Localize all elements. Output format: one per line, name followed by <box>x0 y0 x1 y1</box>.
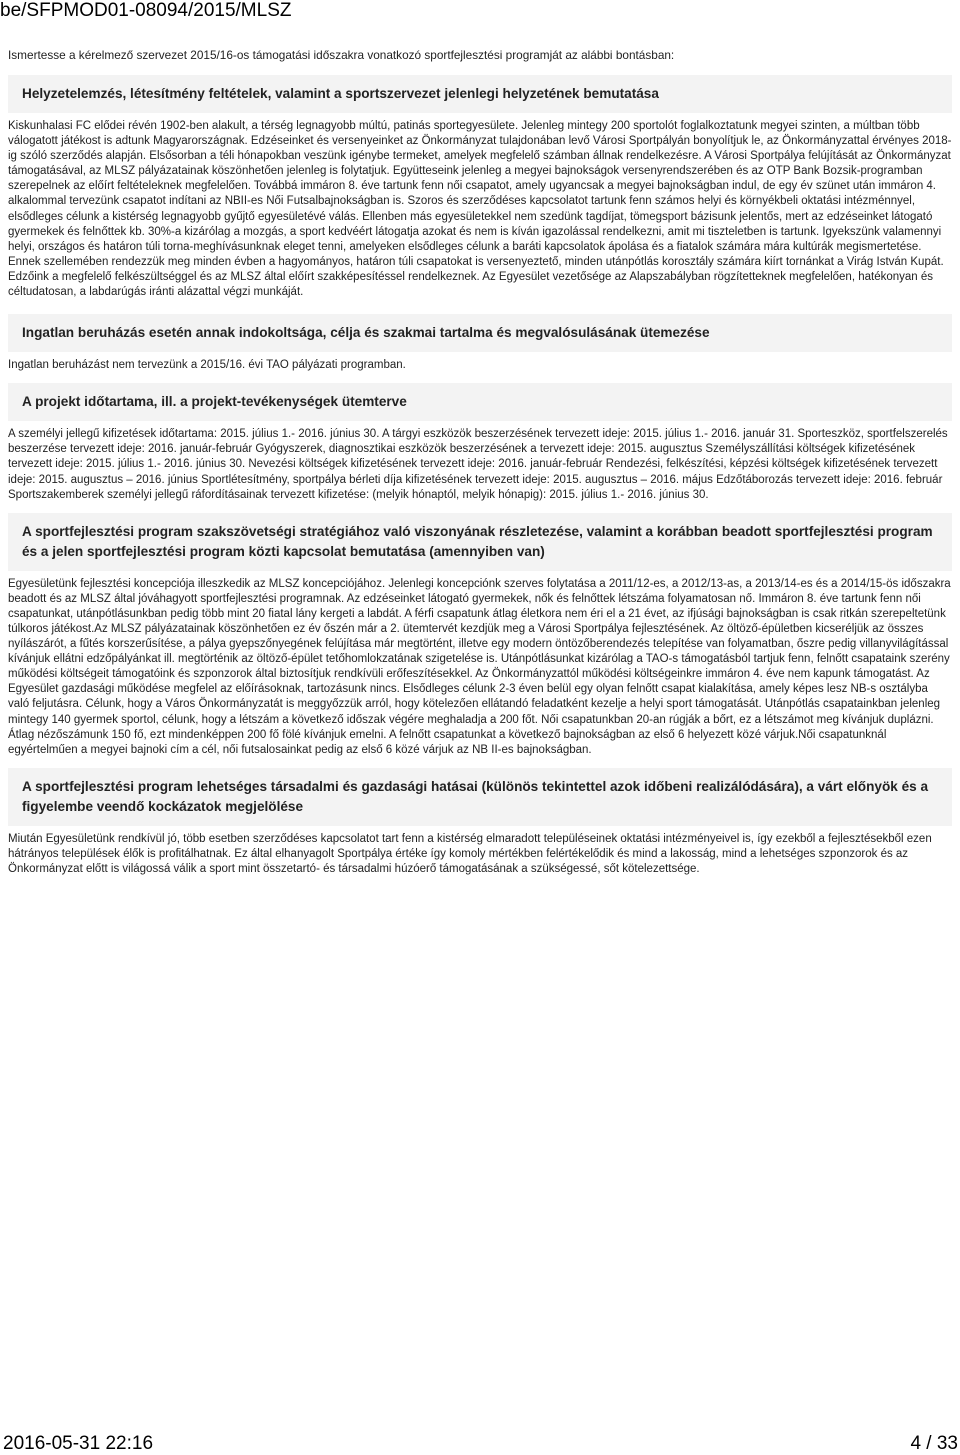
intro-text: Ismertesse a kérelmező szervezet 2015/16-os támogatási időszakra vonatkozó sportfejlesztési programját az alábbi bontásban: <box>8 48 675 62</box>
footer-timestamp: 2016-05-31 22:16 <box>3 1433 154 1454</box>
section-heading-federation-strategy: A sportfejlesztési program szakszövetségi stratégiához való viszonyának részletezése, valamint a korábban beadott sportfejlesztési program és a jelen sportfejlesztési program közti kapcsolat bemutatása (amennyiben van) <box>8 513 952 571</box>
document-id-header: be/SFPMOD01-08094/2015/MLSZ <box>0 0 292 21</box>
section-heading-social-economic-impact: A sportfejlesztési program lehetséges társadalmi és gazdasági hatásai (különös tekintettel azok időbeni realizálódására), a várt előnyök és a figyelembe veendő kockázatok megjelölése <box>8 768 952 826</box>
section-heading-situation-analysis: Helyzetelemzés, létesítmény feltételek, valamint a sportszervezet jelenlegi helyzetének bemutatása <box>8 75 952 113</box>
section-heading-real-estate-investment: Ingatlan beruházás esetén annak indokoltsága, célja és szakmai tartalma és megvalósulásának ütemezése <box>8 314 952 352</box>
section-body-federation-strategy: Egyesületünk fejlesztési koncepciója illeszkedik az MLSZ koncepciójához. Jelenlegi koncepciónk szerves folytatása a 2011/12-es, a 2012/13-as, a 2013/14-es és a 2014/15-ös időszakra beadott és az MLSZ által jóváhagyott sportfejlesztési programnak. Az edzéseinket látogató gyermekek, nők és felnőttek létszáma folyamatosan nő. Immáron 8. éve tartunk fenn női csapatunkat, utánpótlásunkban pedig több mint 20 fiatal lány kergeti a labdát. A férfi csapatunk átlag életkora nem éri el a 21 évet, az ifjúsági bajnokságban is csak ritkán szerepeltetünk túlkoros játékost.Az MLSZ pályázatainak köszönhetően ez év őszén már a 2. ütemtervét kezdjük meg a Városi Sportpálya fejlesztésének. Az öltöző-épületben kicseréljük az összes nyílászárót, a fűtés korszerűsítése, a pálya gyepszőnyegének felújítása már megtörtént, illetve egy modern öntözőberendezés telepítése van folyamatban, őszre pedig villanyvilágítással kívánjuk ellátni edzőpályánkat ill. megtörténik az öltöző-épület tetőhomlokzatának szigetelése is. Utánpótlásunkat kizárólag a TAO-s támogatásból tartjuk fenn, felnőtt csapataink szerény működési költségeit támogatóink és szponzorok által biztosítjuk rendkívüli erőfeszítésekkel. Az Önkormányzattól működési költségeinkre immáron 4. éve nem kapunk támogatást. Az Egyesület gazdasági működése megfelel az előírásoknak, tartozásunk nincs. Elsődleges célunk 2-3 éven belül egy olyan felnőtt csapat kialakítása, amely képes lesz NB-s osztályba való feljutásra. Célunk, hogy a Város Önkormányzatát is meggyőzzük arról, hogy kötelezően ellátandó feladatként kezelje a helyi sport támogatását. Utánpótlás csapatainkban jelenleg mintegy 140 gyermek sportol, célunk, hogy a létszám a következő időszak végére meghaladja a 200 főt. Női csapatunkban 20-an rúgják a bőrt, ez a létszámot meg kívánjuk duplázni. Átlag nézőszámunk 150 fő, ezt mindenképpen 200 fő fölé kívánjuk emelni. A felnőtt csapatunkat a következő bajnokságban az első 6 helyezett közé várjuk.Női csapatunknál egyértelműen a megyei bajnoki cím a cél, női futsalosainkat pedig az első 6 közé várjuk az NB II-es bajnokságban. <box>8 577 951 756</box>
section-body-social-economic-impact: Miután Egyesületünk rendkívül jó, több esetben szerződéses kapcsolatot tart fenn a kistérség elmaradott településeinek oktatási intézményeivel is, így ezekből a fejlesztésekből ezen hátrányos települések élők is profitálhatnak. Ez által elhanyagolt Sportpálya értéke így komoly mértékben felértékelődik és mind a lakosság, mind a lehetséges szponzorok és az Önkormányzat előtt is világossá válik a sport mint összetartó- és társadalmi húzóerő támogatásának a szükségessé, sőt kötelezettsége. <box>8 832 932 875</box>
section-heading-project-schedule: A projekt időtartama, ill. a projekt-tevékenységek ütemterve <box>8 383 952 421</box>
document-content <box>8 47 952 887</box>
footer-page-number: 4 / 33 <box>910 1433 958 1454</box>
section-body-project-schedule: A személyi jellegű kifizetések időtartama: 2015. július 1.- 2016. június 30. A tárgyi eszközök beszerzésének tervezett ideje: 2015. július 1.- 2016. január 31. Sporteszköz, sportfelszerelés beszerzése tervezett ideje: 2016. január-február Gyógyszerek, diagnosztikai eszközök beszerzésének a tervezett ideje: 2015. augusztus Személyszállítási költségek kifizetésének tervezett ideje: 2015. július 1.- 2016. június 30. Nevezési költségek kifizetésének tervezett ideje: 2016. január-február Rendezési, felkészítési, képzési költségek kifizetésének tervezett ideje: 2015. augusztus – 2016. június Sportlétesítmény, sportpálya bérleti díja kifizetésének tervezett ideje: 2015. augusztus – 2016. május Edzőtáborozás tervezett ideje: 2016. február Sportszakemberek személyi jellegű ráfordításainak tervezett kifizetése: (melyik hónaptól, melyik hónapig): 2015. július 1.- 2016. június 30. <box>8 428 948 501</box>
section-body-situation-analysis: Kiskunhalasi FC elődei révén 1902-ben alakult, a térség legnagyobb múltú, patinás sportegyesülete. Jelenleg mintegy 200 sportolót foglalkoztatunk megyei szinten, a múltban több válogatott játékost is adtunk Magyarországnak. Edzéseinket és versenyeinket az Önkormányzat tulajdonában levő Városi Sportpályán bonyolítjuk le, az Önkormányzattal érvényes 2018-ig szóló szerződés alapján. Elsősorban a téli hónapokban veszünk igénybe termeket, amelyek megfelelő számban állnak rendelkezésre. A Városi Sportpálya felújítását az Önkormányzat támogatásával, az MLSZ pályázatainak köszönhetően jelenleg is folytatjuk. Együtteseink jelenleg a megyei bajnokságok versenyrendszerében és az OTP Bank Bozsik-programban szerepelnek az előírt feltételeknek megfelelően. Továbbá immáron 8. éve tartunk fenn női csapatot, amely ugyancsak a megyei bajnokságban indul, de egy év szünet után immáron 4. alkalommal tervezünk csapatot indítani az NBII-es Női Futsalbajnokságban is. Szoros és szerződéses kapcsolatot tartunk fenn számos helyi és környékbeli oktatási intézménnyel, elsődleges célunk a kistérség legnagyobb gyűjtő egyesületévé válás. Ellenben más egyesületekkel nem szedünk tagdíjat, tömegsport bázisunk jelentős, mert az edzéseinket látogató gyermekek és felnőttek kb. 30%-a kizárólag a mozgás, a sport kedvéért látogatja azokat és nem is kíván igazolással rendelkezni, amit mi tiszteletben is tartunk. Igyekszünk valamennyi helyi, országos és határon túli torna-meghívásunknak eleget tenni, amelyeken elsődleges célunk a baráti kapcsolatok ápolása és a fiatalok számára mára kultúrák megismertetése. Ennek szellemében rendezzük meg minden évben a hagyományos, határon túli csapatokat is versenyeztető, minden utánpótlás korosztály számára kiírt tornánkat a Virág István Kupát. Edzőink a megfelelő felkészültséggel és az MLSZ által előírt szakképesítéssel rendelkeznek. Az Egyesület vezetősége az Alapszabályban rögzítetteknek megfelelően, hatékonyan és céltudatosan, a labdarúgás iránti alázattal végzi munkáját. <box>8 120 952 299</box>
section-body-real-estate-investment: Ingatlan beruházást nem tervezünk a 2015/16. évi TAO pályázati programban. <box>8 359 406 372</box>
